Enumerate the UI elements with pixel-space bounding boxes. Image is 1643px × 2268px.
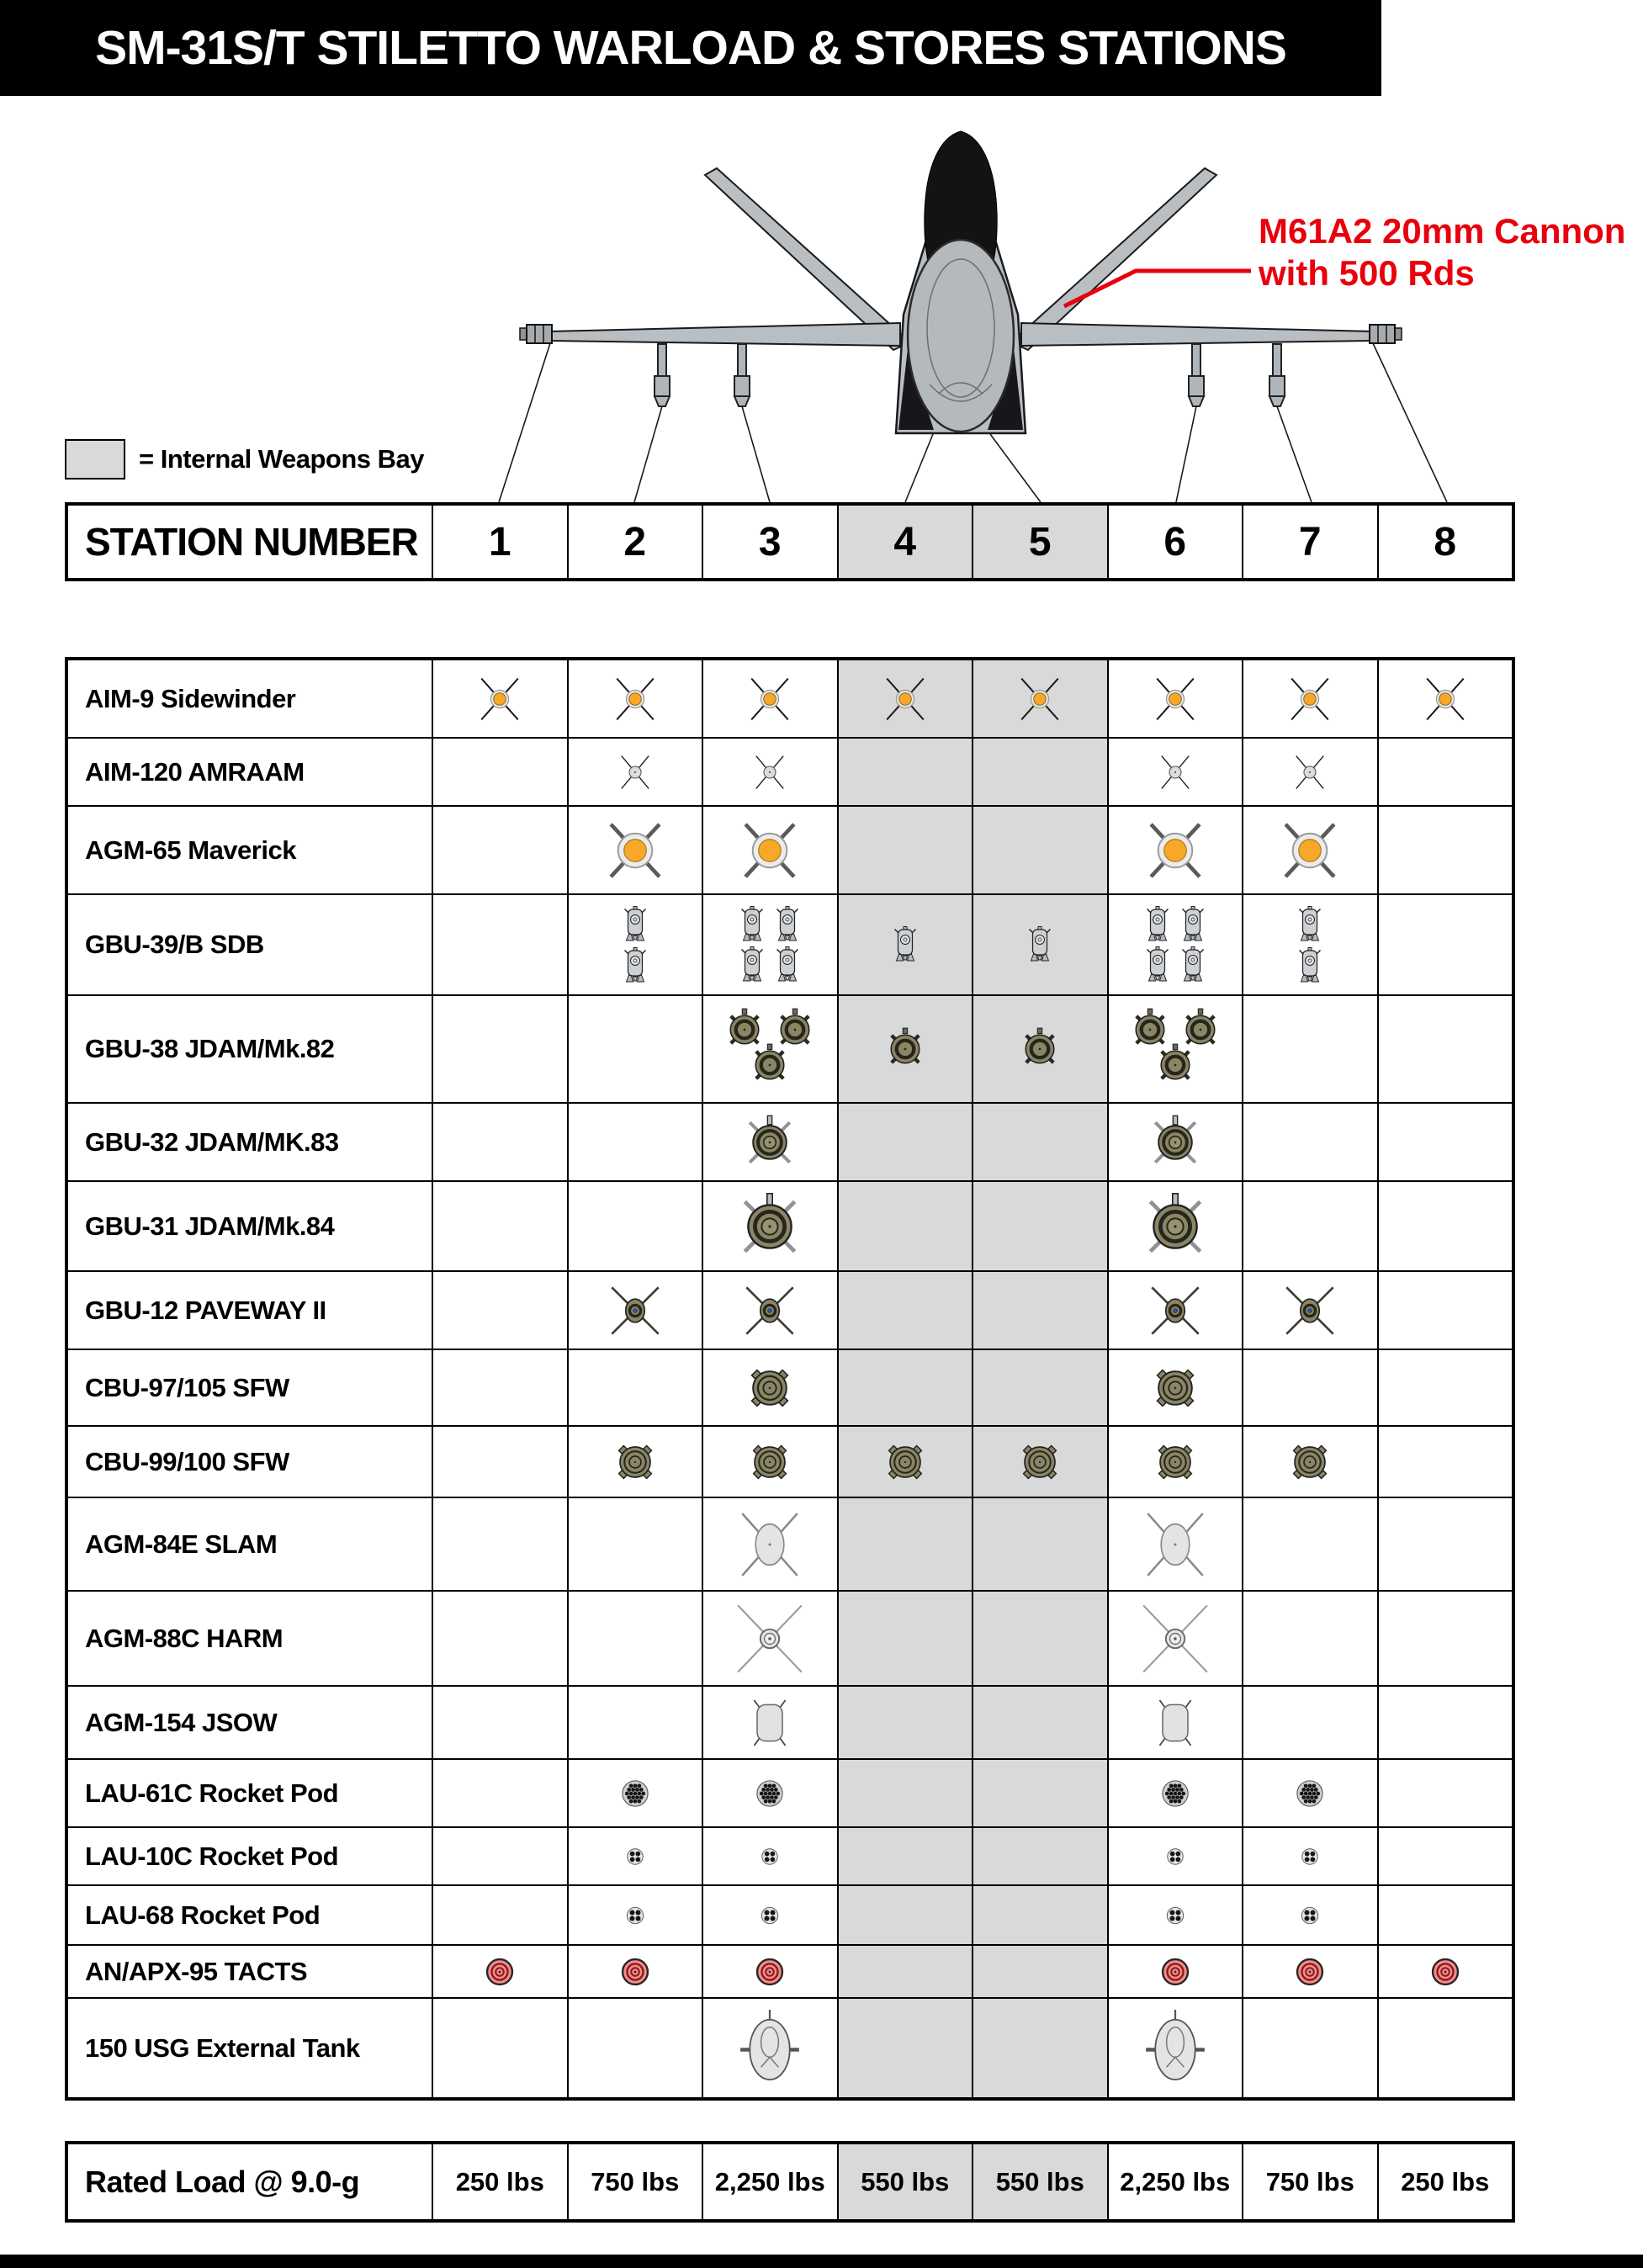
rated-load-value-station-4: 550 lbs (837, 2144, 973, 2219)
rated-load-value-station-5: 550 lbs (972, 2144, 1107, 2219)
sdb-bomb-icon (739, 906, 765, 943)
matrix-cell-r14-s1 (432, 1758, 567, 1826)
pylon-station-2 (655, 344, 670, 406)
matrix-cell-r5-s8 (1377, 994, 1513, 1102)
matrix-cell-r14-s5 (972, 1758, 1107, 1826)
matrix-cell-r12-s2 (567, 1590, 702, 1685)
matrix-cell-r10-s6 (1107, 1425, 1243, 1497)
aim9-missile-icon (1282, 671, 1338, 727)
sdb-bomb-icon (623, 906, 648, 943)
aim9-missile-icon (742, 671, 798, 727)
station-number-cell-5: 5 (972, 506, 1107, 578)
matrix-cell-r8-s7 (1242, 1270, 1377, 1349)
left-wingtip-rail (520, 325, 552, 343)
matrix-cell-r14-s8 (1377, 1758, 1513, 1826)
matrix-cell-r5-s5 (972, 994, 1107, 1102)
amraam-missile-icon (612, 750, 658, 795)
matrix-cell-r16-s4 (837, 1884, 973, 1944)
matrix-cell-r3-s1 (432, 805, 567, 893)
station-number-cell-2: 2 (567, 506, 702, 578)
matrix-cell-r8-s1 (432, 1270, 567, 1349)
cbu97-canister-icon (743, 1361, 797, 1415)
cbu99-canister-icon (611, 1438, 660, 1486)
weapon-label-row-15: LAU-10C Rocket Pod (68, 1826, 432, 1884)
matrix-cell-r12-s5 (972, 1590, 1107, 1685)
matrix-cell-r8-s8 (1377, 1270, 1513, 1349)
matrix-cell-r13-s5 (972, 1685, 1107, 1758)
lau68-rocket-pod-icon (751, 1897, 788, 1934)
matrix-cell-r6-s8 (1377, 1102, 1513, 1180)
cbu99-canister-icon (745, 1438, 794, 1486)
station-number-table (65, 502, 1515, 581)
tacts-pod-icon (1161, 1958, 1190, 1986)
matrix-cell-r13-s8 (1377, 1685, 1513, 1758)
weapon-label-row-17: AN/APX-95 TACTS (68, 1944, 432, 1997)
matrix-cell-r1-s1 (432, 660, 567, 737)
matrix-cell-r16-s5 (972, 1884, 1107, 1944)
matrix-cell-r7-s6 (1107, 1180, 1243, 1270)
matrix-cell-r13-s3 (702, 1685, 837, 1758)
sdb-bomb-icon (775, 906, 800, 943)
weapon-label-row-14: LAU-61C Rocket Pod (68, 1758, 432, 1826)
matrix-cell-r4-s7 (1242, 893, 1377, 994)
matrix-cell-r1-s8 (1377, 660, 1513, 737)
maverick-missile-icon (1142, 818, 1208, 883)
pylon-station-6 (1189, 344, 1204, 406)
matrix-cell-r12-s1 (432, 1590, 567, 1685)
lau68-rocket-pod-icon (1157, 1897, 1194, 1934)
weapon-label-row-13: AGM-154 JSOW (68, 1685, 432, 1758)
sdb-bomb-icon (775, 946, 800, 983)
weapon-label-row-2: AIM-120 AMRAAM (68, 737, 432, 805)
station-number-header: STATION NUMBER (85, 520, 418, 564)
matrix-cell-r18-s2 (567, 1997, 702, 2097)
matrix-cell-r15-s1 (432, 1826, 567, 1884)
station-number-cell-1: 1 (432, 506, 567, 578)
bottom-bar (0, 2255, 1643, 2268)
matrix-cell-r17-s4 (837, 1944, 973, 1997)
weapon-label-row-4: GBU-39/B SDB (68, 893, 432, 994)
weapon-label-row-3: AGM-65 Maverick (68, 805, 432, 893)
jsow-glide-bomb-icon (750, 1698, 790, 1748)
cbu99-canister-icon (1285, 1438, 1334, 1486)
matrix-cell-r9-s6 (1107, 1349, 1243, 1425)
weapon-label-row-8: GBU-12 PAVEWAY II (68, 1270, 432, 1349)
lau10-rocket-pod-icon (1158, 1839, 1193, 1874)
matrix-cell-r9-s5 (972, 1349, 1107, 1425)
matrix-cell-r4-s5 (972, 893, 1107, 994)
matrix-cell-r6-s5 (972, 1102, 1107, 1180)
matrix-cell-r18-s5 (972, 1997, 1107, 2097)
matrix-cell-r4-s6 (1107, 893, 1243, 994)
jdam-mk83-bomb-icon (1147, 1115, 1203, 1170)
sdb-bomb-icon (1180, 946, 1206, 983)
matrix-cell-r11-s4 (837, 1497, 973, 1590)
sdb-bomb-icon (893, 926, 918, 963)
matrix-cell-r7-s2 (567, 1180, 702, 1270)
weapon-label-row-7: GBU-31 JDAM/Mk.84 (68, 1180, 432, 1270)
matrix-cell-r1-s2 (567, 660, 702, 737)
weapon-label-row-11: AGM-84E SLAM (68, 1497, 432, 1590)
station-number-cell-6: 6 (1107, 506, 1243, 578)
jdam-mk84-bomb-icon (1142, 1193, 1209, 1260)
matrix-cell-r16-s7 (1242, 1884, 1377, 1944)
matrix-cell-r17-s1 (432, 1944, 567, 1997)
matrix-cell-r16-s8 (1377, 1884, 1513, 1944)
aim9-missile-icon (607, 671, 663, 727)
harm-missile-icon (1139, 1603, 1211, 1675)
rated-load-value-station-8: 250 lbs (1377, 2144, 1513, 2219)
matrix-cell-r15-s4 (837, 1826, 973, 1884)
matrix-cell-r12-s8 (1377, 1590, 1513, 1685)
paveway-bomb-icon (607, 1283, 663, 1338)
matrix-cell-r15-s7 (1242, 1826, 1377, 1884)
tacts-pod-icon (485, 1958, 514, 1986)
matrix-cell-r4-s3 (702, 893, 837, 994)
left-wing (549, 323, 900, 346)
matrix-cell-r6-s1 (432, 1102, 567, 1180)
sdb-bomb-icon (1180, 906, 1206, 943)
nose-cone (908, 240, 1014, 432)
matrix-cell-r15-s8 (1377, 1826, 1513, 1884)
tacts-pod-icon (1296, 1958, 1324, 1986)
rated-load-label: Rated Load @ 9.0-g (85, 2164, 360, 2199)
jsow-glide-bomb-icon (1155, 1698, 1195, 1748)
matrix-cell-r14-s6 (1107, 1758, 1243, 1826)
rated-load-table (65, 2141, 1515, 2223)
matrix-cell-r3-s5 (972, 805, 1107, 893)
slam-missile-icon (1140, 1509, 1211, 1580)
weapons-matrix-table (65, 657, 1515, 2101)
matrix-cell-r12-s3 (702, 1590, 837, 1685)
maverick-missile-icon (602, 818, 668, 883)
matrix-cell-r5-s7 (1242, 994, 1377, 1102)
matrix-cell-r1-s5 (972, 660, 1107, 737)
matrix-cell-r7-s3 (702, 1180, 837, 1270)
right-wing (1021, 323, 1373, 346)
cbu97-canister-icon (1148, 1361, 1202, 1415)
sdb-bomb-icon (1297, 906, 1322, 943)
matrix-cell-r16-s6 (1107, 1884, 1243, 1944)
matrix-cell-r13-s7 (1242, 1685, 1377, 1758)
matrix-cell-r17-s6 (1107, 1944, 1243, 1997)
lau10-rocket-pod-icon (1292, 1839, 1328, 1874)
matrix-cell-r5-s1 (432, 994, 567, 1102)
cbu99-canister-icon (1151, 1438, 1200, 1486)
rated-load-value-station-7: 750 lbs (1242, 2144, 1377, 2219)
matrix-cell-r15-s2 (567, 1826, 702, 1884)
tacts-pod-icon (621, 1958, 649, 1986)
weapon-label-row-5: GBU-38 JDAM/Mk.82 (68, 994, 432, 1102)
lau10-rocket-pod-icon (752, 1839, 787, 1874)
matrix-cell-r14-s4 (837, 1758, 973, 1826)
station-number-cell-4: 4 (837, 506, 973, 578)
tacts-pod-icon (1431, 1958, 1460, 1986)
aircraft-front-view-figure (471, 94, 1514, 506)
matrix-cell-r8-s4 (837, 1270, 973, 1349)
title-bar (0, 0, 1381, 96)
right-wingtip-rail (1370, 325, 1402, 343)
matrix-cell-r11-s3 (702, 1497, 837, 1590)
sdb-bomb-icon (1297, 947, 1322, 984)
weapon-label-row-12: AGM-88C HARM (68, 1590, 432, 1685)
matrix-cell-r5-s4 (837, 994, 973, 1102)
jdam-mk84-bomb-icon (736, 1193, 803, 1260)
matrix-cell-r8-s3 (702, 1270, 837, 1349)
rated-load-value-station-3: 2,250 lbs (702, 2144, 837, 2219)
matrix-cell-r18-s6 (1107, 1997, 1243, 2097)
matrix-cell-r10-s8 (1377, 1425, 1513, 1497)
maverick-missile-icon (1277, 818, 1343, 883)
matrix-cell-r6-s6 (1107, 1102, 1243, 1180)
matrix-cell-r7-s4 (837, 1180, 973, 1270)
matrix-cell-r6-s3 (702, 1102, 837, 1180)
matrix-cell-r8-s5 (972, 1270, 1107, 1349)
sdb-bomb-icon (739, 946, 765, 983)
matrix-cell-r18-s1 (432, 1997, 567, 2097)
rated-load-value-station-1: 250 lbs (432, 2144, 567, 2219)
lau68-rocket-pod-icon (1291, 1897, 1328, 1934)
station-number-cell-8: 8 (1377, 506, 1513, 578)
matrix-cell-r4-s2 (567, 893, 702, 994)
matrix-cell-r14-s3 (702, 1758, 837, 1826)
matrix-cell-r9-s1 (432, 1349, 567, 1425)
matrix-cell-r3-s7 (1242, 805, 1377, 893)
pylon-station-7 (1269, 344, 1285, 406)
matrix-cell-r8-s2 (567, 1270, 702, 1349)
matrix-cell-r13-s6 (1107, 1685, 1243, 1758)
matrix-cell-r9-s7 (1242, 1349, 1377, 1425)
matrix-cell-r9-s3 (702, 1349, 837, 1425)
jdam-mk83-bomb-icon (742, 1115, 798, 1170)
matrix-cell-r11-s8 (1377, 1497, 1513, 1590)
station-number-cell-3: 3 (702, 506, 837, 578)
weapon-label-row-10: CBU-99/100 SFW (68, 1425, 432, 1497)
lau61-rocket-pod-icon (1287, 1771, 1333, 1816)
rated-load-value-station-6: 2,250 lbs (1107, 2144, 1243, 2219)
cbu99-canister-icon (1015, 1438, 1064, 1486)
matrix-cell-r15-s3 (702, 1826, 837, 1884)
matrix-cell-r10-s5 (972, 1425, 1107, 1497)
sdb-bomb-icon (623, 947, 648, 984)
matrix-cell-r2-s8 (1377, 737, 1513, 805)
matrix-cell-r7-s5 (972, 1180, 1107, 1270)
matrix-cell-r18-s7 (1242, 1997, 1377, 2097)
jdam-mk82-bomb-icon (882, 1026, 928, 1072)
matrix-cell-r10-s3 (702, 1425, 837, 1497)
sdb-bomb-icon (1027, 926, 1052, 963)
external-tank-icon (735, 2010, 804, 2087)
matrix-cell-r8-s6 (1107, 1270, 1243, 1349)
lau10-rocket-pod-icon (617, 1839, 653, 1874)
matrix-cell-r3-s2 (567, 805, 702, 893)
cannon-annotation-line1: M61A2 20mm Cannon (1259, 211, 1626, 251)
matrix-cell-r11-s2 (567, 1497, 702, 1590)
matrix-cell-r6-s2 (567, 1102, 702, 1180)
matrix-cell-r10-s7 (1242, 1425, 1377, 1497)
jdam-mk82-bomb-icon (747, 1042, 792, 1088)
cannon-annotation-line2: with 500 Rds (1259, 253, 1475, 293)
internal-bay-swatch (65, 439, 125, 480)
pylon-station-3 (734, 344, 750, 406)
matrix-cell-r2-s3 (702, 737, 837, 805)
jdam-mk82-bomb-icon (1153, 1042, 1198, 1088)
aim9-missile-icon (1418, 671, 1473, 727)
matrix-cell-r7-s8 (1377, 1180, 1513, 1270)
matrix-cell-r7-s1 (432, 1180, 567, 1270)
matrix-cell-r16-s1 (432, 1884, 567, 1944)
matrix-cell-r2-s5 (972, 737, 1107, 805)
matrix-cell-r15-s5 (972, 1826, 1107, 1884)
matrix-cell-r2-s4 (837, 737, 973, 805)
matrix-cell-r2-s7 (1242, 737, 1377, 805)
matrix-cell-r9-s2 (567, 1349, 702, 1425)
sdb-bomb-icon (1145, 906, 1170, 943)
matrix-cell-r3-s4 (837, 805, 973, 893)
maverick-missile-icon (737, 818, 803, 883)
matrix-cell-r12-s7 (1242, 1590, 1377, 1685)
slam-missile-icon (734, 1509, 805, 1580)
internal-bay-legend (65, 437, 424, 481)
cannon-annotation (1259, 210, 1625, 294)
lau61-rocket-pod-icon (612, 1771, 658, 1816)
page-title: SM-31S/T STILETTO WARLOAD & STORES STATIONS (95, 21, 1286, 75)
matrix-cell-r3-s3 (702, 805, 837, 893)
matrix-cell-r11-s6 (1107, 1497, 1243, 1590)
amraam-missile-icon (747, 750, 792, 795)
matrix-cell-r17-s2 (567, 1944, 702, 1997)
matrix-cell-r5-s3 (702, 994, 837, 1102)
matrix-cell-r1-s3 (702, 660, 837, 737)
matrix-cell-r1-s6 (1107, 660, 1243, 737)
matrix-cell-r18-s3 (702, 1997, 837, 2097)
aim9-missile-icon (1147, 671, 1203, 727)
matrix-cell-r12-s6 (1107, 1590, 1243, 1685)
lau61-rocket-pod-icon (747, 1771, 792, 1816)
station-number-cell-7: 7 (1242, 506, 1377, 578)
paveway-bomb-icon (742, 1283, 798, 1338)
matrix-cell-r9-s8 (1377, 1349, 1513, 1425)
matrix-cell-r17-s5 (972, 1944, 1107, 1997)
matrix-cell-r17-s3 (702, 1944, 837, 1997)
paveway-bomb-icon (1282, 1283, 1338, 1338)
matrix-cell-r12-s4 (837, 1590, 973, 1685)
tacts-pod-icon (755, 1958, 784, 1986)
internal-bay-legend-label: = Internal Weapons Bay (139, 444, 425, 474)
cbu99-canister-icon (881, 1438, 930, 1486)
matrix-cell-r2-s6 (1107, 737, 1243, 805)
weapon-label-row-16: LAU-68 Rocket Pod (68, 1884, 432, 1944)
matrix-cell-r5-s2 (567, 994, 702, 1102)
amraam-missile-icon (1153, 750, 1198, 795)
matrix-cell-r3-s6 (1107, 805, 1243, 893)
matrix-cell-r6-s7 (1242, 1102, 1377, 1180)
lau68-rocket-pod-icon (617, 1897, 654, 1934)
matrix-cell-r5-s6 (1107, 994, 1243, 1102)
rated-load-value-station-2: 750 lbs (567, 2144, 702, 2219)
matrix-cell-r10-s1 (432, 1425, 567, 1497)
aim9-missile-icon (1012, 671, 1068, 727)
matrix-cell-r13-s4 (837, 1685, 973, 1758)
matrix-cell-r9-s4 (837, 1349, 973, 1425)
matrix-cell-r10-s2 (567, 1425, 702, 1497)
matrix-cell-r1-s7 (1242, 660, 1377, 737)
jdam-mk82-bomb-icon (1017, 1026, 1063, 1072)
matrix-cell-r14-s2 (567, 1758, 702, 1826)
amraam-missile-icon (1287, 750, 1333, 795)
sdb-bomb-icon (1145, 946, 1170, 983)
matrix-cell-r10-s4 (837, 1425, 973, 1497)
matrix-cell-r15-s6 (1107, 1826, 1243, 1884)
matrix-cell-r4-s4 (837, 893, 973, 994)
matrix-cell-r11-s7 (1242, 1497, 1377, 1590)
matrix-cell-r16-s2 (567, 1884, 702, 1944)
matrix-cell-r18-s4 (837, 1997, 973, 2097)
matrix-cell-r2-s2 (567, 737, 702, 805)
matrix-cell-r2-s1 (432, 737, 567, 805)
matrix-cell-r4-s1 (432, 893, 567, 994)
lau61-rocket-pod-icon (1153, 1771, 1198, 1816)
matrix-cell-r13-s1 (432, 1685, 567, 1758)
weapon-label-row-18: 150 USG External Tank (68, 1997, 432, 2097)
matrix-cell-r13-s2 (567, 1685, 702, 1758)
matrix-cell-r1-s4 (837, 660, 973, 737)
matrix-cell-r14-s7 (1242, 1758, 1377, 1826)
external-tank-icon (1141, 2010, 1210, 2087)
harm-missile-icon (734, 1603, 806, 1675)
matrix-cell-r17-s7 (1242, 1944, 1377, 1997)
matrix-cell-r11-s1 (432, 1497, 567, 1590)
matrix-cell-r7-s7 (1242, 1180, 1377, 1270)
weapon-label-row-9: CBU-97/105 SFW (68, 1349, 432, 1425)
aim9-missile-icon (472, 671, 527, 727)
matrix-cell-r3-s8 (1377, 805, 1513, 893)
paveway-bomb-icon (1147, 1283, 1203, 1338)
aim9-missile-icon (877, 671, 933, 727)
matrix-cell-r18-s8 (1377, 1997, 1513, 2097)
weapon-label-row-1: AIM-9 Sidewinder (85, 683, 296, 713)
matrix-cell-r4-s8 (1377, 893, 1513, 994)
matrix-cell-r16-s3 (702, 1884, 837, 1944)
matrix-cell-r11-s5 (972, 1497, 1107, 1590)
matrix-cell-r6-s4 (837, 1102, 973, 1180)
weapon-label-row-6: GBU-32 JDAM/MK.83 (68, 1102, 432, 1180)
matrix-cell-r17-s8 (1377, 1944, 1513, 1997)
